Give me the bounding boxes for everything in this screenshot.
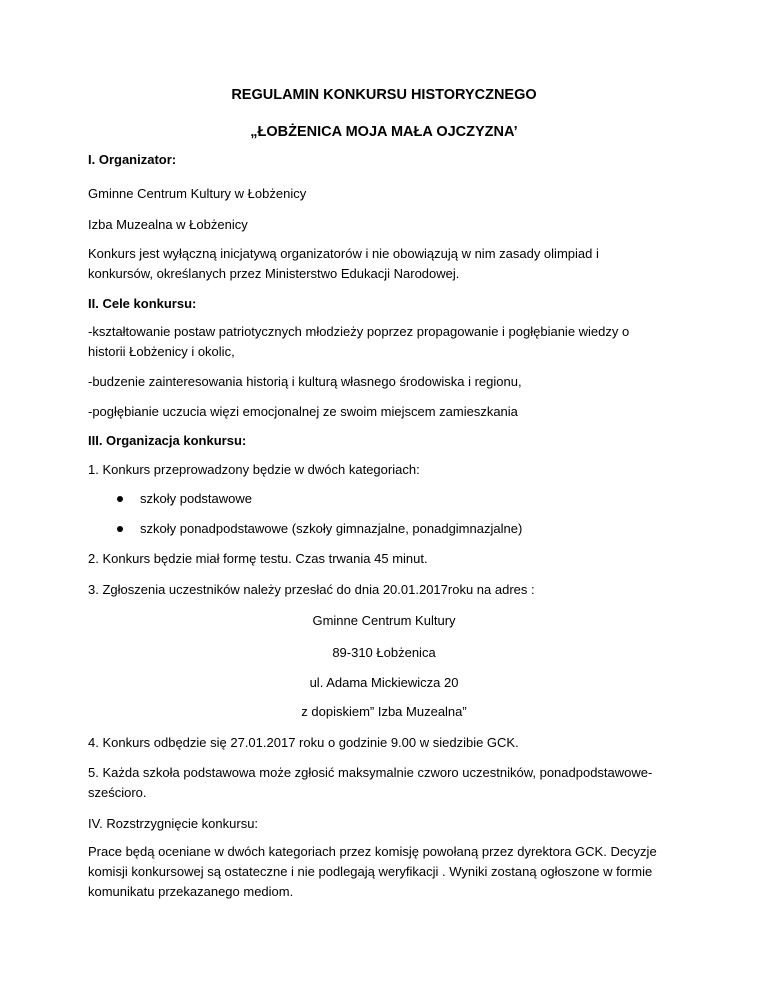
organization-point-3: 3. Zgłoszenia uczestników należy przesłać do dnia 20.01.2017roku na adres :: [88, 582, 535, 597]
organization-point-4: 4. Konkurs odbędzie się 27.01.2017 roku o godzinie 9.00 w siedzibie GCK.: [88, 735, 519, 750]
address-line-2: 89-310 Łobżenica: [332, 645, 436, 660]
goal-1-line-2: historii Łobżenicy i okolic,: [88, 344, 235, 359]
bullet-1-icon: [117, 496, 123, 502]
category-item-1: szkoły podstawowe: [140, 491, 252, 506]
section-4-heading: IV. Rozstrzygnięcie konkursu:: [88, 816, 259, 831]
organizer-2: Izba Muzealna w Łobżenicy: [88, 217, 248, 232]
section-3-heading: III. Organizacja konkursu:: [88, 433, 247, 448]
goal-1-line-1: -kształtowanie postaw patriotycznych młodzieży poprzez propagowanie i pogłębianie wiedzy o: [88, 324, 630, 339]
section-2-heading: II. Cele konkursu:: [88, 296, 197, 311]
note-line-2: konkursów, określanych przez Ministerstwo Edukacji Narodowej.: [88, 266, 460, 281]
address-line-1: Gminne Centrum Kultury: [312, 613, 456, 628]
organizer-1: Gminne Centrum Kultury w Łobżenicy: [88, 186, 307, 201]
address-line-4: z dopiskiem” Izba Muzealna”: [301, 704, 467, 719]
address-line-3: ul. Adama Mickiewicza 20: [309, 675, 459, 690]
organization-point-5-line-2: sześcioro.: [88, 785, 147, 800]
results-line-1: Prace będą oceniane w dwóch kategoriach przez komisję powołaną przez dyrektora GCK. Decyzje: [88, 844, 657, 859]
results-line-2: komisji konkursowej są ostateczne i nie podlegają weryfikacji . Wyniki zostaną ogłoszone w formie: [88, 864, 653, 879]
organization-point-5-line-1: 5. Każda szkoła podstawowa może zgłosić maksymalnie czworo uczestników, ponadpodstawowe-: [88, 765, 653, 780]
category-item-2: szkoły ponadpodstawowe (szkoły gimnazjalne, ponadgimnazjalne): [140, 521, 523, 536]
goal-2: -budzenie zainteresowania historią i kulturą własnego środowiska i regionu,: [88, 374, 522, 389]
goal-3: -pogłębianie uczucia więzi emocjonalnej ze swoim miejscem zamieszkania: [88, 404, 518, 419]
note-line-1: Konkurs jest wyłączną inicjatywą organizatorów i nie obowiązują w nim zasady olimpiad i: [88, 246, 599, 261]
results-line-3: komunikatu przekazanego mediom.: [88, 884, 294, 899]
organization-point-1: 1. Konkurs przeprowadzony będzie w dwóch kategoriach:: [88, 462, 420, 477]
section-1-heading: I. Organizator:: [88, 152, 177, 167]
document-title: REGULAMIN KONKURSU HISTORYCZNEGO: [231, 87, 537, 103]
organization-point-2: 2. Konkurs będzie miał formę testu. Czas trwania 45 minut.: [88, 551, 428, 566]
document-subtitle: „ŁOBŻENICA MOJA MAŁA OJCZYZNA’: [250, 124, 518, 140]
bullet-2-icon: [117, 526, 123, 532]
